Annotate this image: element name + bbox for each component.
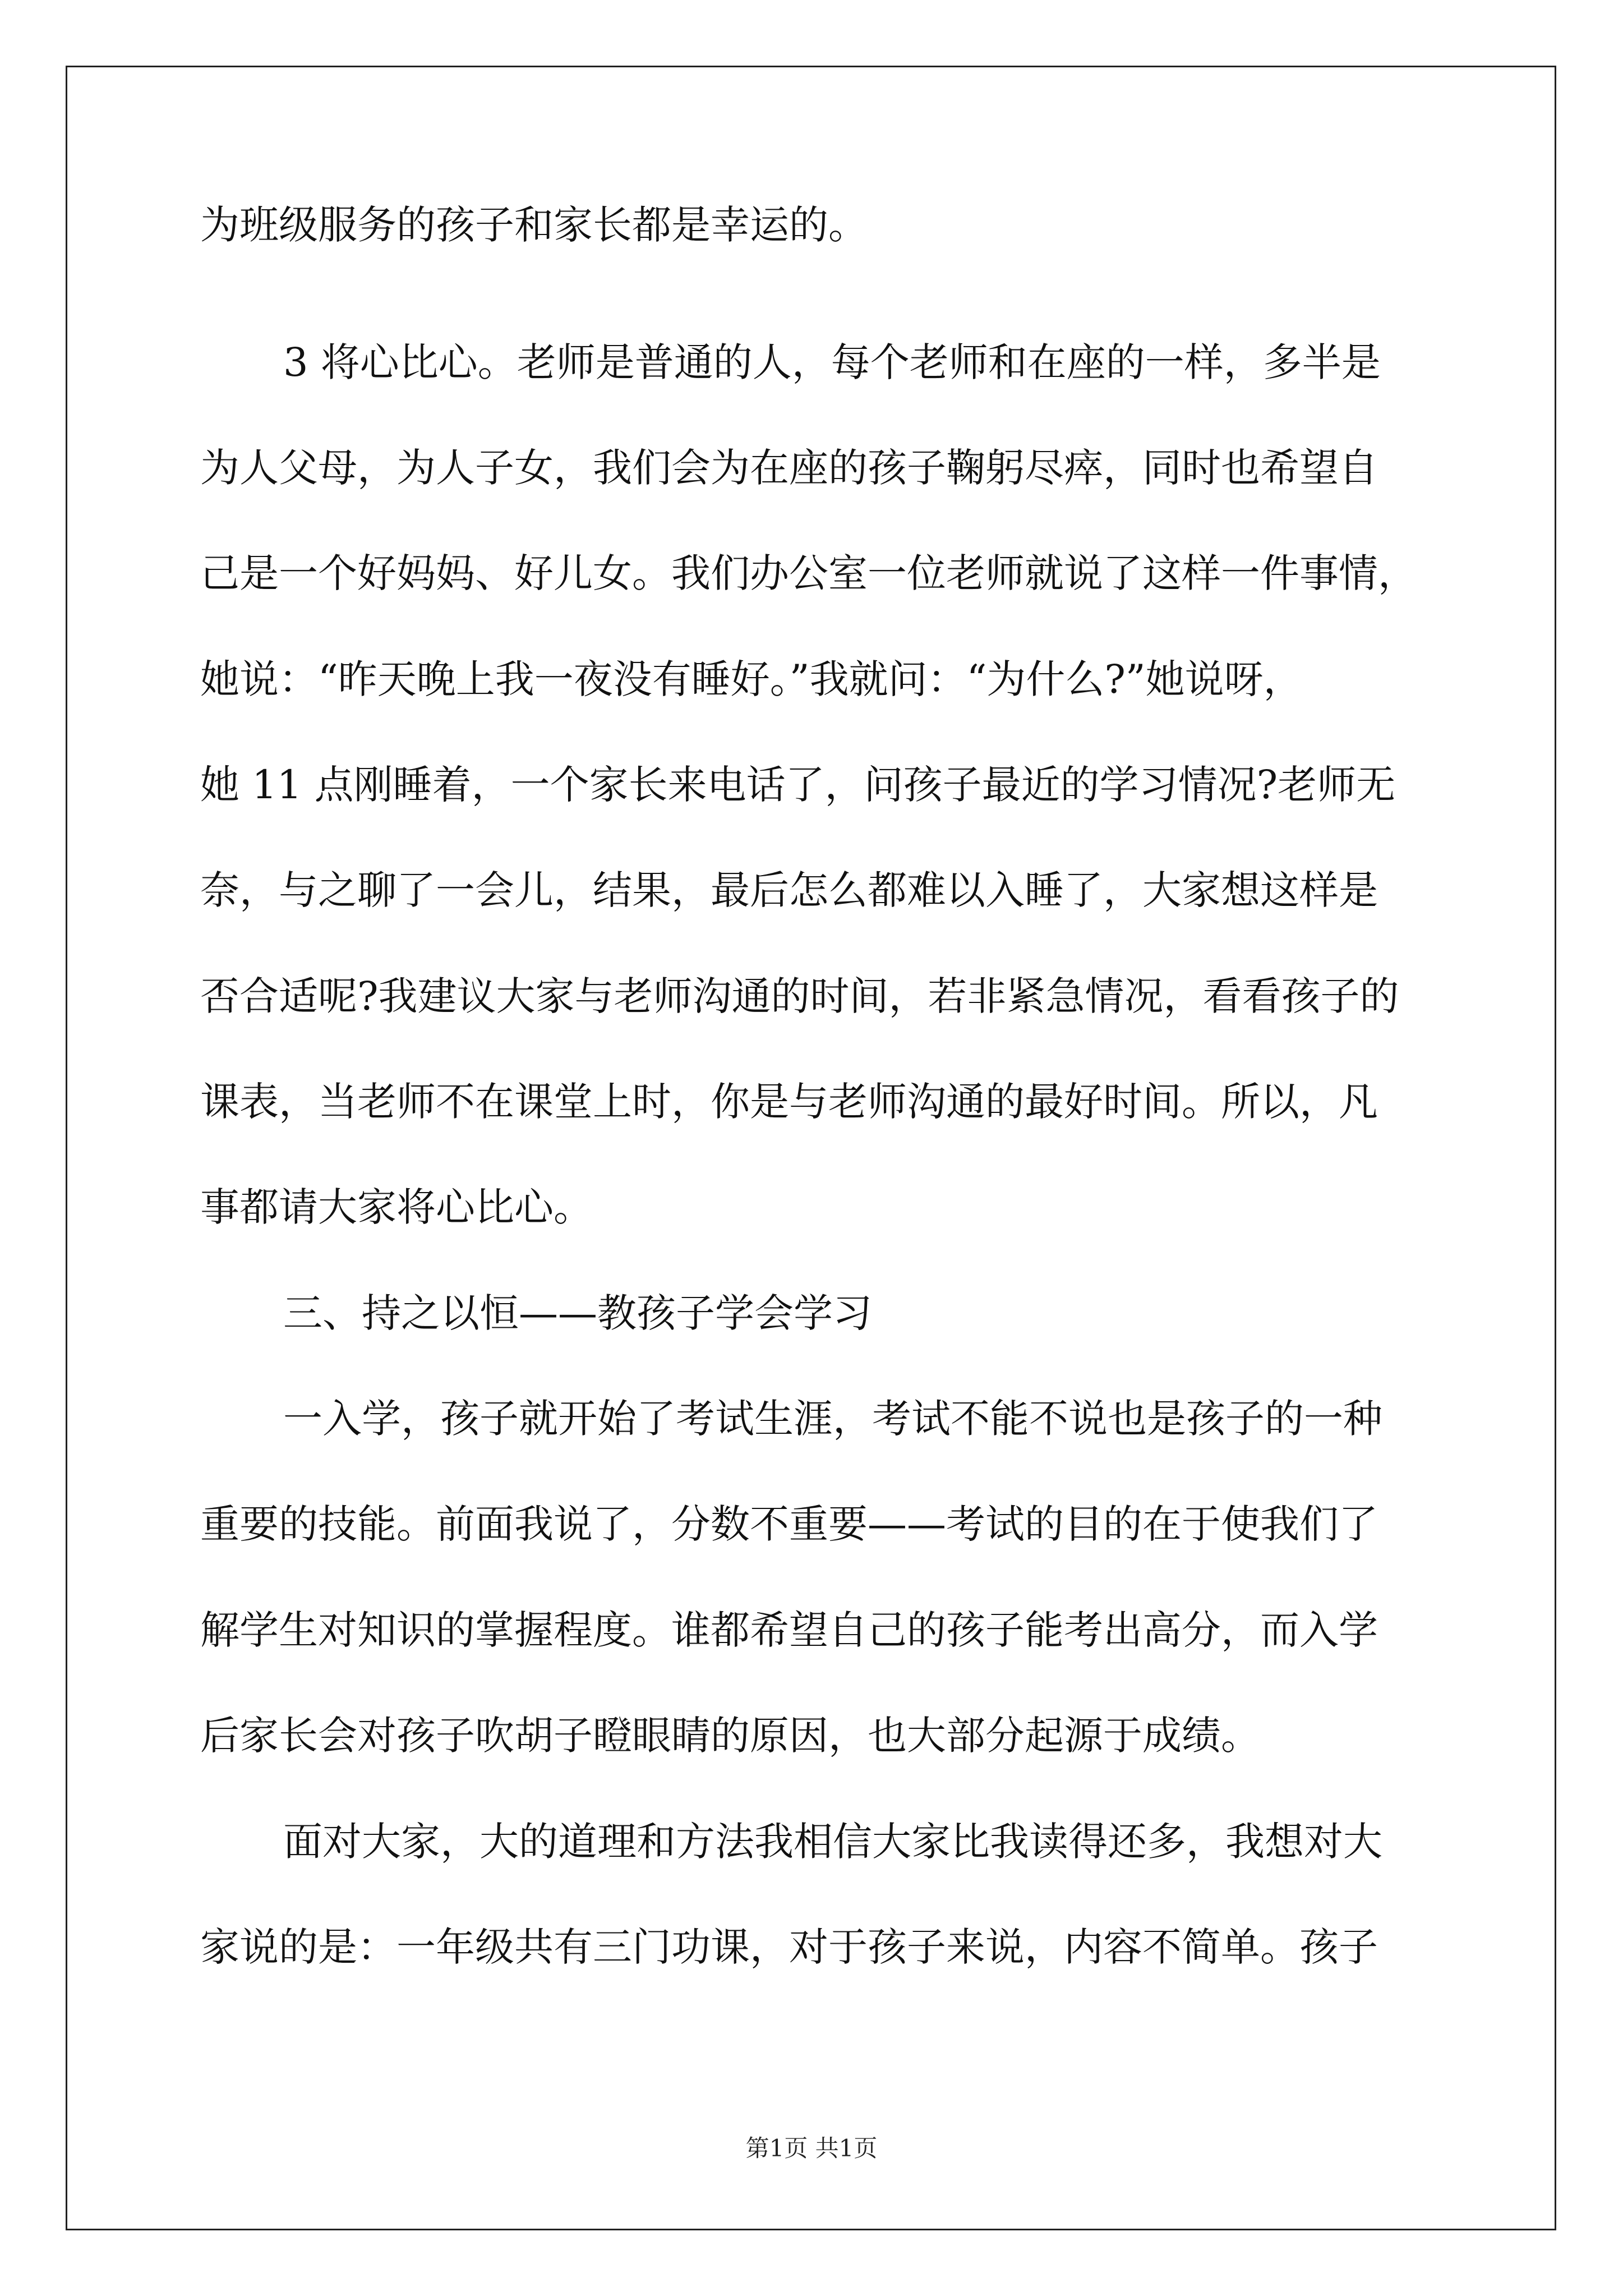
text-line: 己是一个好妈妈、好儿女。我们办公室一位老师就说了这样一件事情， xyxy=(200,550,1417,596)
text-line: 课表，当老师不在课堂上时，你是与老师沟通的最好时间。所以，凡 xyxy=(200,1079,1378,1125)
text-line: 解学生对知识的掌握程度。谁都希望自己的孩子能考出高分，而入学 xyxy=(200,1607,1378,1653)
text-line: 一入学，孩子就开始了考试生涯，考试不能不说也是孩子的一种 xyxy=(283,1396,1382,1442)
text-line: 否合适呢?我建议大家与老师沟通的时间，若非紧急情况，看看孩子的 xyxy=(200,973,1399,1019)
text-line: 事都请大家将心比心。 xyxy=(200,1184,593,1230)
text-line: 重要的技能。前面我说了，分数不重要——考试的目的在于使我们了 xyxy=(200,1501,1378,1547)
section-heading: 三、持之以恒——教孩子学会学习 xyxy=(283,1290,872,1336)
text-line: 家说的是：一年级共有三门功课，对于孩子来说，内容不简单。孩子 xyxy=(200,1924,1378,1970)
text-line: 奈，与之聊了一会儿，结果，最后怎么都难以入睡了，大家想这样是 xyxy=(200,867,1378,913)
text-line: 3 将心比心。老师是普通的人，每个老师和在座的一样，多半是 xyxy=(283,339,1381,385)
text-line: 她说：“昨天晚上我一夜没有睡好。”我就问：“为什么?”她说呀， xyxy=(200,656,1303,702)
page-border xyxy=(66,66,1556,2230)
text-line: 为人父母，为人子女，我们会为在座的孩子鞠躬尽瘁，同时也希望自 xyxy=(200,445,1378,491)
text-line: 为班级服务的孩子和家长都是幸运的。 xyxy=(200,202,868,248)
text-line: 面对大家，大的道理和方法我相信大家比我读得还多，我想对大 xyxy=(283,1819,1382,1865)
page-footer: 第1页 共1页 xyxy=(745,2134,878,2162)
text-line: 后家长会对孩子吹胡子瞪眼睛的原因，也大部分起源于成绩。 xyxy=(200,1713,1260,1759)
text-line: 她 11 点刚睡着，一个家长来电话了，问孩子最近的学习情况?老师无 xyxy=(200,762,1396,808)
